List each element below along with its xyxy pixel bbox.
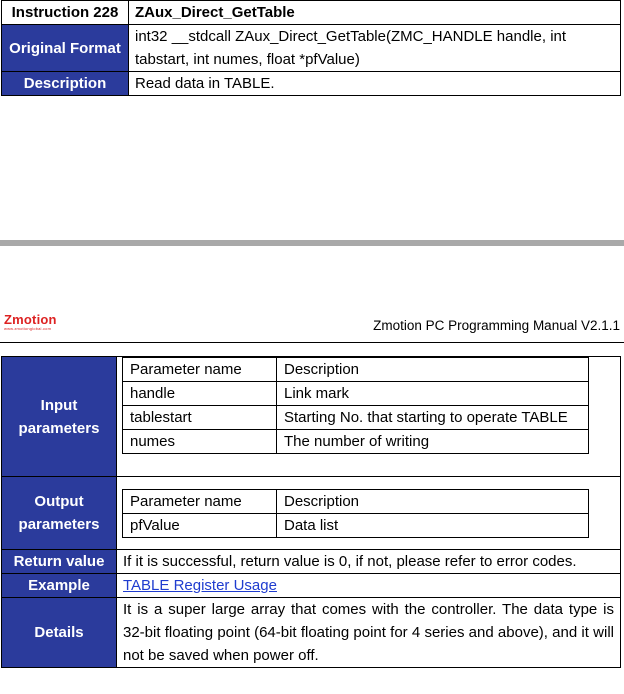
- column-header: Description: [277, 490, 589, 514]
- table-row: [123, 406, 589, 430]
- description-value: Read data in TABLE.: [129, 72, 621, 96]
- table-row: [123, 490, 589, 514]
- description-label: Description: [2, 72, 129, 96]
- table-row: [123, 382, 589, 406]
- example-label: Example: [2, 574, 117, 598]
- param-desc: Data list: [277, 514, 589, 538]
- original-format-label: Original Format: [2, 25, 129, 72]
- header-rule: [0, 342, 624, 343]
- input-parameters-label: Input parameters: [2, 357, 117, 477]
- original-format-value: int32 __stdcall ZAux_Direct_GetTable(ZMC_HANDLE handle, int tabstart, int numes, float *pfValue): [129, 25, 621, 72]
- table-row: [123, 358, 589, 382]
- zmotion-logo: [4, 312, 57, 331]
- column-header: Description: [277, 358, 589, 382]
- param-name: numes: [123, 430, 277, 454]
- output-parameters-label: Output parameters: [2, 477, 117, 550]
- column-header: Parameter name: [123, 490, 277, 514]
- param-name: handle: [123, 382, 277, 406]
- manual-title: Zmotion PC Programming Manual V2.1.1: [373, 318, 620, 333]
- output-parameters-cell: [117, 477, 621, 550]
- param-desc: The number of writing: [277, 430, 589, 454]
- logo-url: www.zmotionglobal.com: [4, 326, 52, 331]
- table-row: [123, 514, 589, 538]
- param-name: pfValue: [123, 514, 277, 538]
- logo-text: Zmotion: [4, 312, 57, 327]
- param-desc: Link mark: [277, 382, 589, 406]
- instruction-name: ZAux_Direct_GetTable: [129, 1, 621, 25]
- param-name: tablestart: [123, 406, 277, 430]
- param-desc: Starting No. that starting to operate TABLE: [277, 406, 589, 430]
- table-row: [123, 430, 589, 454]
- instruction-table: [1, 0, 621, 96]
- details-text: It is a super large array that comes with the controller. The data type is 32-bit floating point (64-bit floating point for 4 series and above), and it will not be saved when power off.: [117, 598, 621, 668]
- parameters-table: [1, 356, 621, 668]
- input-parameters-table: [122, 357, 589, 454]
- input-parameters-cell: [117, 357, 621, 477]
- output-parameters-table: [122, 489, 589, 538]
- example-link[interactable]: TABLE Register Usage: [123, 577, 277, 594]
- return-value-text: If it is successful, return value is 0, if not, please refer to error codes.: [117, 550, 621, 574]
- page-divider: [0, 240, 624, 246]
- return-value-label: Return value: [2, 550, 117, 574]
- example-cell: [117, 574, 621, 598]
- column-header: Parameter name: [123, 358, 277, 382]
- details-label: Details: [2, 598, 117, 668]
- instruction-label: Instruction 228: [2, 1, 129, 25]
